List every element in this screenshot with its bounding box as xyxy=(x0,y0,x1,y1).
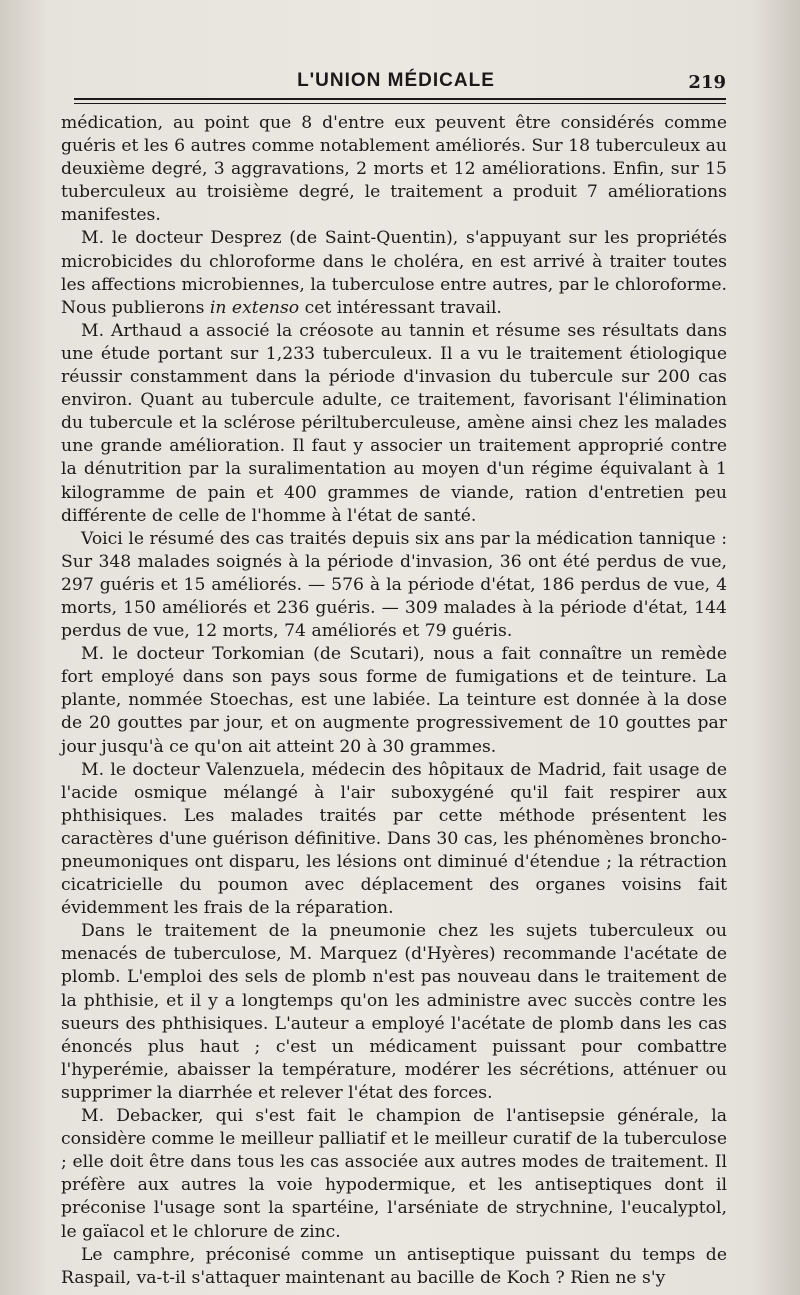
emphasis-in-extenso: in extenso xyxy=(209,297,300,318)
page-header xyxy=(62,66,730,96)
paragraph-debacker: M. Debacker, qui s'est fait le champion de l'antisepsie générale, la considère comme le meilleur palliatif et le meilleur curatif de la tuberculose ; elle doit être dans tous les cas associée aux autres modes de traitement. Il préfère aux autres la voie hypodermique, et les antiseptiques dont il préconise l'usage sont la spartéine, l'arséniate de strychnine, l'eucalyptol, le gaïacol et le chlorure de zinc. xyxy=(61,1106,727,1242)
paragraph-camphre: Le camphre, préconisé comme un antiseptique puissant du temps de Raspail, va-t-il s'attaquer maintenant au bacille de Koch ? Rien ne s'y xyxy=(61,1244,727,1288)
paragraph-resume: Voici le résumé des cas traités depuis six ans par la médication tannique : Sur 348 malades soignés à la période d'invasion, 36 ont été perdus de vue, 297 guéris et 15 améliorés. — 576 à la période d'état, 186 perdus de vue, 4 morts, 150 améliorés et 236 guéris. — 309 malades à la période d'état, 144 perdus de vue, 12 morts, 74 améliorés et 79 guéris. xyxy=(61,528,727,642)
paragraph-marquez: Dans le traitement de la pneumonie chez les sujets tuberculeux ou menacés de tuberculose, M. Marquez (d'Hyères) recommande l'acétate de plomb. L'emploi des sels de plomb n'est pas nouveau dans le traitement de la phthisie, et il y a longtemps qu'on les administre avec succès contre les sueurs des phthisiques. L'auteur a employé l'acétate de plomb dans les cas énoncés plus haut ; c'est un médicament puissant pour combattre l'hyperémie, abaisser la température, modérer les sécrétions, atténuer ou supprimer la diarrhée et relever l'état des forces. xyxy=(61,921,727,1103)
header-rule xyxy=(74,98,726,104)
paragraph-continuation: médication, au point que 8 d'entre eux peuvent être considérés comme guéris et les 6 autres comme notablement améliorés. Sur 18 tuberculeux au deuxième degré, 3 aggravations, 2 morts et 12 améliorations. Enfin, sur 15 tuberculeux au troisième degré, le traitement a produit 7 améliorations manifestes. xyxy=(61,113,727,226)
paragraph-desprez xyxy=(61,227,727,319)
page-number: 219 xyxy=(688,72,726,93)
paragraph-arthaud: M. Arthaud a associé la créosote au tannin et résume ses résultats dans une étude portant sur 1,233 tuberculeux. Il a vu le traitement étiologique réussir constamment dans la période d'invasion du tubercule sur 200 cas environ. Quant au tubercule adulte, ce traitement, favorisant l'élimination du tubercule et la sclérose périltuberculeuse, amène ainsi chez les malades une grande amélioration. Il faut y associer un traitement approprié contre la dénutrition par la suralimentation au moyen d'un régime équivalant à 1 kilogramme de pain et 400 grammes de viande, ration d'entretien peu différente de celle de l'homme à l'état de santé. xyxy=(61,320,727,526)
paragraph-desprez-text: M. le docteur Desprez (de Saint-Quentin), s'appuyant sur les propriétés microbicides du chloroforme dans le choléra, en est arrivé à traiter toutes les affections microbiennes, la tuberculose entre autres, par le chloroforme. Nous publierons xyxy=(61,228,727,318)
running-title: L'UNION MÉDICALE xyxy=(297,70,495,91)
paragraph-valenzuela: M. le docteur Valenzuela, médecin des hôpitaux de Madrid, fait usage de l'acide osmique mélangé à l'air suboxygéné qu'il fait respirer aux phthisiques. Les malades traités par cette méthode présentent les caractères d'une guérison définitive. Dans 30 cas, les phénomènes broncho-pneumoniques ont disparu, les lésions ont diminué d'étendue ; la rétraction cicatricielle du poumon avec déplacement des organes voisins fait évidemment les frais de la réparation. xyxy=(61,759,727,919)
paragraph-desprez-end: cet intéressant travail. xyxy=(299,297,502,318)
article-body xyxy=(61,112,727,1290)
paragraph-torkomian: M. le docteur Torkomian (de Scutari), nous a fait connaître un remède fort employé dans son pays sous forme de fumigations et de teinture. La plante, nommée Stoechas, est une labiée. La teinture est donnée à la dose de 20 gouttes par jour, et on augmente progressivement de 10 gouttes par jour jusqu'à ce qu'on ait atteint 20 à 30 grammes. xyxy=(61,644,727,757)
